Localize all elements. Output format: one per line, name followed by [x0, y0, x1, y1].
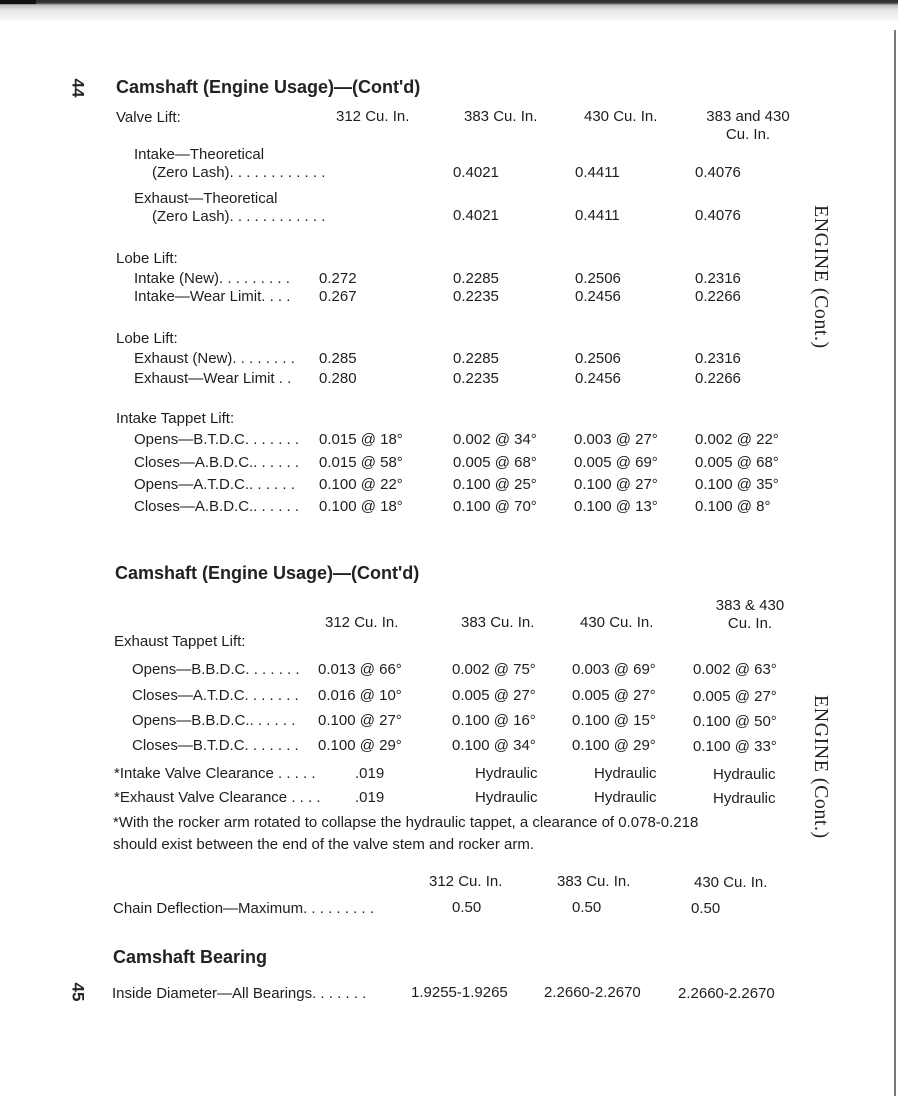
intake-theoretical-383: 0.4021	[453, 164, 499, 181]
page-number-bottom: 45	[68, 982, 88, 1002]
itl-row1-383: 0.002 @ 34°	[453, 431, 537, 448]
intake-new-label: Intake (New). . . . . . . . .	[134, 270, 290, 287]
intake-clearance-383: Hydraulic	[475, 765, 538, 782]
itl-row1-383-430: 0.002 @ 22°	[695, 431, 779, 448]
exhaust-wear-383-430: 0.2266	[695, 370, 741, 387]
itl-row1-312: 0.015 @ 18°	[319, 431, 403, 448]
chain-col-312: 312 Cu. In.	[429, 873, 503, 890]
etl-row4-label: Closes—B.T.D.C. . . . . . .	[132, 737, 299, 754]
chain-deflection-312: 0.50	[452, 899, 482, 916]
inside-diameter-label: Inside Diameter—All Bearings. . . . . . .	[112, 985, 367, 1002]
exhaust-theoretical-430: 0.4411	[575, 207, 620, 224]
chain-deflection-label: Chain Deflection—Maximum. . . . . . . . .	[113, 900, 374, 917]
etl-row4-383-430: 0.100 @ 33°	[693, 738, 777, 755]
exhaust-clearance-383: Hydraulic	[475, 789, 538, 806]
intake-tappet-lift-label: Intake Tappet Lift:	[116, 410, 235, 427]
etl-row1-label: Opens—B.B.D.C. . . . . . .	[132, 661, 300, 678]
itl-row3-label: Opens—A.T.D.C.. . . . . .	[134, 476, 295, 493]
etl-row1-312: 0.013 @ 66°	[318, 661, 402, 678]
etl-row3-383: 0.100 @ 16°	[452, 712, 536, 729]
scan-top-rule	[0, 0, 36, 4]
etl-row3-label: Opens—B.B.D.C.. . . . . .	[132, 712, 296, 729]
exhaust-clearance-label: *Exhaust Valve Clearance . . . .	[114, 789, 321, 806]
itl-row2-383-430: 0.005 @ 68°	[695, 454, 779, 471]
itl-row3-383-430: 0.100 @ 35°	[695, 476, 779, 493]
intake-wear-383-430: 0.2266	[695, 288, 741, 305]
intake-wear-312: 0.267	[319, 288, 357, 305]
col-header-383-430-line1: 383 and 430	[706, 108, 790, 125]
itl-row1-label: Opens—B.T.D.C. . . . . . .	[134, 431, 300, 448]
intake-clearance-430: Hydraulic	[594, 765, 657, 782]
exhaust-wear-limit-label: Exhaust—Wear Limit . .	[134, 370, 292, 387]
exhaust-tappet-lift-label: Exhaust Tappet Lift:	[114, 633, 246, 650]
exhaust-clearance-383-430: Hydraulic	[713, 790, 776, 807]
chain-deflection-383: 0.50	[572, 899, 602, 916]
exhaust-theoretical-383-430: 0.4076	[695, 207, 741, 224]
exhaust-new-430: 0.2506	[575, 350, 621, 367]
lobe-lift-intake-label: Lobe Lift:	[116, 250, 178, 267]
itl-row4-430: 0.100 @ 13°	[574, 498, 658, 515]
etl-row2-383: 0.005 @ 27°	[452, 687, 536, 704]
intake-theoretical-383-430: 0.4076	[695, 164, 741, 181]
intake-clearance-383-430: Hydraulic	[713, 766, 776, 783]
inside-diameter-383: 2.2660-2.2670	[544, 984, 641, 1001]
itl-row2-383: 0.005 @ 68°	[453, 454, 537, 471]
col-header-312: 312 Cu. In.	[336, 108, 410, 125]
intake-wear-430: 0.2456	[575, 288, 621, 305]
etl-row2-383-430: 0.005 @ 27°	[693, 688, 777, 705]
intake-theoretical-label: Intake—Theoretical	[134, 146, 265, 163]
inside-diameter-430: 2.2660-2.2670	[678, 985, 775, 1002]
itl-row4-312: 0.100 @ 18°	[319, 498, 403, 515]
exhaust-new-label: Exhaust (New). . . . . . . .	[134, 350, 295, 367]
col2-header-312: 312 Cu. In.	[325, 614, 399, 631]
exhaust-wear-430: 0.2456	[575, 370, 621, 387]
col2-header-383: 383 Cu. In.	[461, 614, 535, 631]
intake-new-430: 0.2506	[575, 270, 621, 287]
itl-row3-430: 0.100 @ 27°	[574, 476, 658, 493]
etl-row1-430: 0.003 @ 69°	[572, 661, 656, 678]
etl-row4-430: 0.100 @ 29°	[572, 737, 656, 754]
etl-row2-430: 0.005 @ 27°	[572, 687, 656, 704]
etl-row3-312: 0.100 @ 27°	[318, 712, 402, 729]
section-title-camshaft-2: Camshaft (Engine Usage)—(Cont'd)	[115, 563, 420, 583]
itl-row3-383: 0.100 @ 25°	[453, 476, 537, 493]
etl-row2-312: 0.016 @ 10°	[318, 687, 402, 704]
col-header-430: 430 Cu. In.	[584, 108, 658, 125]
exhaust-theoretical-label: Exhaust—Theoretical	[134, 190, 278, 207]
exhaust-new-383: 0.2285	[453, 350, 499, 367]
exhaust-zero-lash-label: (Zero Lash). . . . . . . . . . . .	[152, 208, 326, 225]
exhaust-theoretical-383: 0.4021	[453, 207, 499, 224]
inside-diameter-312: 1.9255-1.9265	[411, 984, 508, 1001]
intake-theoretical-430: 0.4411	[575, 164, 620, 181]
col-header-383-430-line2: Cu. In.	[725, 126, 771, 143]
itl-row2-label: Closes—A.B.D.C.. . . . . .	[134, 454, 300, 471]
side-tab-engine-bottom: ENGINE (Cont.)	[810, 695, 832, 839]
exhaust-new-312: 0.285	[319, 350, 357, 367]
intake-zero-lash-label: (Zero Lash). . . . . . . . . . . .	[152, 164, 326, 181]
exhaust-clearance-312: .019	[355, 789, 385, 806]
section-title-camshaft-bearing: Camshaft Bearing	[113, 947, 268, 967]
itl-row2-430: 0.005 @ 69°	[574, 454, 658, 471]
col2-header-383-430-line1: 383 & 430	[715, 597, 785, 614]
intake-clearance-312: .019	[355, 765, 385, 782]
footnote-line-1: *With the rocker arm rotated to collapse the hydraulic tappet, a clearance of 0.078-0.218	[113, 814, 699, 831]
col2-header-430: 430 Cu. In.	[580, 614, 654, 631]
itl-row3-312: 0.100 @ 22°	[319, 476, 403, 493]
chain-deflection-430: 0.50	[691, 900, 721, 917]
exhaust-wear-312: 0.280	[319, 370, 357, 387]
exhaust-clearance-430: Hydraulic	[594, 789, 657, 806]
page-right-edge	[894, 30, 896, 1096]
page-number-top: 44	[68, 78, 88, 98]
col2-header-383-430-line2: Cu. In.	[727, 615, 773, 632]
etl-row2-label: Closes—A.T.D.C. . . . . . .	[132, 687, 299, 704]
col-header-383: 383 Cu. In.	[464, 108, 538, 125]
etl-row3-383-430: 0.100 @ 50°	[693, 713, 777, 730]
etl-row4-383: 0.100 @ 34°	[452, 737, 536, 754]
itl-row4-383: 0.100 @ 70°	[453, 498, 537, 515]
etl-row1-383: 0.002 @ 75°	[452, 661, 536, 678]
chain-col-430: 430 Cu. In.	[694, 874, 768, 891]
intake-new-312: 0.272	[319, 270, 357, 287]
intake-clearance-label: *Intake Valve Clearance . . . . .	[114, 765, 316, 782]
itl-row4-383-430: 0.100 @ 8°	[695, 498, 771, 515]
scan-top-shadow	[0, 0, 898, 22]
intake-wear-383: 0.2235	[453, 288, 499, 305]
side-tab-engine-top: ENGINE (Cont.)	[810, 205, 832, 349]
valve-lift-label: Valve Lift:	[116, 109, 181, 126]
chain-col-383: 383 Cu. In.	[557, 873, 631, 890]
itl-row4-label: Closes—A.B.D.C.. . . . . .	[134, 498, 300, 515]
etl-row4-312: 0.100 @ 29°	[318, 737, 402, 754]
footnote-line-2: should exist between the end of the valve stem and rocker arm.	[113, 836, 535, 853]
lobe-lift-exhaust-label: Lobe Lift:	[116, 330, 178, 347]
itl-row2-312: 0.015 @ 58°	[319, 454, 403, 471]
exhaust-wear-383: 0.2235	[453, 370, 499, 387]
exhaust-new-383-430: 0.2316	[695, 350, 741, 367]
intake-new-383-430: 0.2316	[695, 270, 741, 287]
section-title-camshaft-1: Camshaft (Engine Usage)—(Cont'd)	[116, 77, 421, 97]
etl-row3-430: 0.100 @ 15°	[572, 712, 656, 729]
intake-wear-limit-label: Intake—Wear Limit. . . .	[134, 288, 291, 305]
itl-row1-430: 0.003 @ 27°	[574, 431, 658, 448]
etl-row1-383-430: 0.002 @ 63°	[693, 661, 777, 678]
intake-new-383: 0.2285	[453, 270, 499, 287]
